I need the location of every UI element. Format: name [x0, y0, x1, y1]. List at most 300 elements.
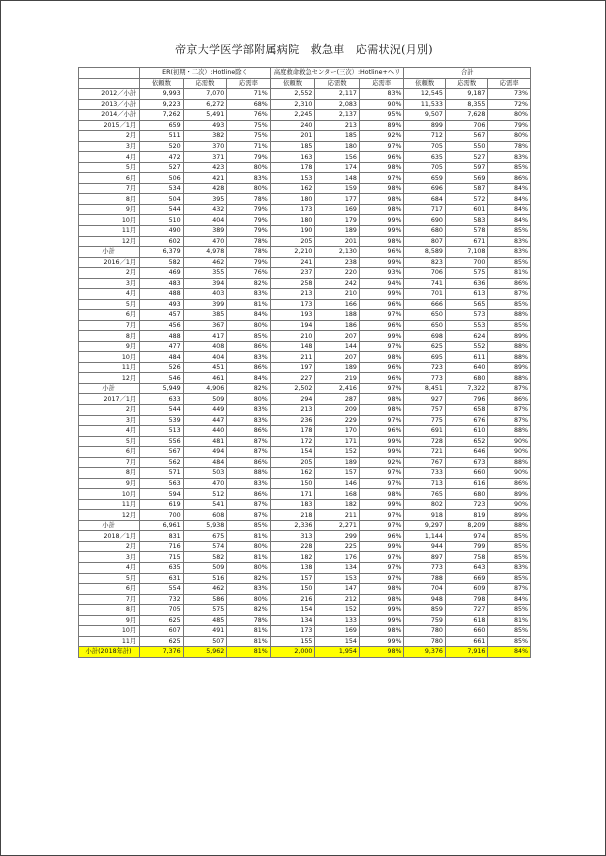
- table-row: [79, 573, 531, 584]
- er-rate: 76%: [227, 110, 271, 121]
- er-accepted: 675: [183, 531, 227, 542]
- er-accepted: 485: [183, 615, 227, 626]
- cc-rate: 96%: [359, 299, 404, 310]
- cc-requests: 2,245: [270, 110, 315, 121]
- er-accepted: 417: [183, 331, 227, 342]
- total-accepted: 819: [445, 510, 488, 521]
- row-label: 2月: [79, 131, 140, 142]
- cc-rate: 99%: [359, 289, 404, 300]
- row-label: 4月: [79, 152, 140, 163]
- total-requests: 927: [404, 394, 445, 405]
- total-rate: 87%: [488, 383, 531, 394]
- cc-rate: 98%: [359, 194, 404, 205]
- total-rate: 89%: [488, 331, 531, 342]
- cc-accepted: 1,954: [315, 647, 360, 658]
- cc-accepted: 185: [315, 131, 360, 142]
- cc-requests: 240: [270, 120, 315, 131]
- er-accepted: 440: [183, 426, 227, 437]
- cc-accepted: 2,130: [315, 247, 360, 258]
- cc-rate: 96%: [359, 247, 404, 258]
- total-accepted: 567: [445, 131, 488, 142]
- cc-accepted: 180: [315, 141, 360, 152]
- table-row: [79, 299, 531, 310]
- table-row: [79, 268, 531, 279]
- table-row: [79, 457, 531, 468]
- row-label: 2015／1月: [79, 120, 140, 131]
- cc-rate: 98%: [359, 183, 404, 194]
- total-requests: 723: [404, 362, 445, 373]
- total-requests: 765: [404, 489, 445, 500]
- table-row: [79, 426, 531, 437]
- er-accepted: 574: [183, 541, 227, 552]
- total-rate: 83%: [488, 562, 531, 573]
- er-requests: 594: [140, 489, 184, 500]
- cc-accepted: 207: [315, 352, 360, 363]
- cc-requests: 228: [270, 541, 315, 552]
- subheader-accepted: 応需数: [315, 78, 360, 89]
- er-rate: 83%: [227, 478, 271, 489]
- er-requests: 633: [140, 394, 184, 405]
- header-er: ER(初期・二次）:Hotline除く: [140, 68, 271, 79]
- table-row: [79, 352, 531, 363]
- cc-accepted: 2,083: [315, 99, 360, 110]
- total-rate: 80%: [488, 110, 531, 121]
- er-requests: 715: [140, 552, 184, 563]
- total-requests: 717: [404, 204, 445, 215]
- er-accepted: 408: [183, 341, 227, 352]
- er-requests: 544: [140, 204, 184, 215]
- total-requests: 705: [404, 141, 445, 152]
- total-accepted: 700: [445, 257, 488, 268]
- total-accepted: 572: [445, 194, 488, 205]
- table-row: [79, 594, 531, 605]
- total-rate: 90%: [488, 468, 531, 479]
- cc-requests: 163: [270, 152, 315, 163]
- table-row: [79, 204, 531, 215]
- total-accepted: 553: [445, 320, 488, 331]
- cc-rate: 97%: [359, 468, 404, 479]
- row-label: 12月: [79, 373, 140, 384]
- row-label: 7月: [79, 183, 140, 194]
- er-rate: 75%: [227, 120, 271, 131]
- table-row: [79, 152, 531, 163]
- cc-requests: 194: [270, 320, 315, 331]
- er-requests: 7,376: [140, 647, 184, 658]
- cc-rate: 98%: [359, 489, 404, 500]
- er-accepted: 404: [183, 352, 227, 363]
- row-label: 2017／1月: [79, 394, 140, 405]
- cc-rate: 98%: [359, 204, 404, 215]
- total-rate: 88%: [488, 310, 531, 321]
- total-accepted: 798: [445, 594, 488, 605]
- total-accepted: 7,322: [445, 383, 488, 394]
- total-rate: 87%: [488, 405, 531, 416]
- er-accepted: 421: [183, 173, 227, 184]
- total-rate: 79%: [488, 120, 531, 131]
- cc-rate: 89%: [359, 120, 404, 131]
- er-requests: 493: [140, 299, 184, 310]
- total-rate: 90%: [488, 499, 531, 510]
- cc-rate: 98%: [359, 584, 404, 595]
- total-requests: 759: [404, 615, 445, 626]
- row-label: 9月: [79, 341, 140, 352]
- er-rate: 83%: [227, 173, 271, 184]
- cc-requests: 205: [270, 236, 315, 247]
- er-rate: 83%: [227, 584, 271, 595]
- cc-rate: 99%: [359, 615, 404, 626]
- row-label: 5月: [79, 573, 140, 584]
- cc-rate: 96%: [359, 531, 404, 542]
- er-rate: 84%: [227, 373, 271, 384]
- table-row: [79, 373, 531, 384]
- total-requests: 733: [404, 468, 445, 479]
- cc-rate: 83%: [359, 89, 404, 100]
- row-label: 6月: [79, 447, 140, 458]
- er-accepted: 462: [183, 257, 227, 268]
- cc-rate: 98%: [359, 236, 404, 247]
- cc-accepted: 144: [315, 341, 360, 352]
- er-requests: 582: [140, 257, 184, 268]
- er-requests: 625: [140, 636, 184, 647]
- total-requests: 650: [404, 310, 445, 321]
- er-requests: 534: [140, 183, 184, 194]
- er-rate: 71%: [227, 141, 271, 152]
- subheader-requests: 依頼数: [140, 78, 184, 89]
- cc-accepted: 182: [315, 499, 360, 510]
- er-accepted: 608: [183, 510, 227, 521]
- total-requests: 704: [404, 584, 445, 595]
- er-requests: 511: [140, 131, 184, 142]
- row-label: 6月: [79, 173, 140, 184]
- er-requests: 6,379: [140, 247, 184, 258]
- total-accepted: 676: [445, 415, 488, 426]
- er-accepted: 575: [183, 605, 227, 616]
- total-requests: 897: [404, 552, 445, 563]
- row-label: 9月: [79, 615, 140, 626]
- er-rate: 71%: [227, 89, 271, 100]
- cc-accepted: 209: [315, 405, 360, 416]
- er-accepted: 447: [183, 415, 227, 426]
- table-row: [79, 141, 531, 152]
- cc-requests: 154: [270, 605, 315, 616]
- cc-requests: 182: [270, 552, 315, 563]
- total-rate: 89%: [488, 510, 531, 521]
- row-label: 2013／小計: [79, 99, 140, 110]
- er-rate: 80%: [227, 162, 271, 173]
- er-rate: 81%: [227, 636, 271, 647]
- cc-rate: 98%: [359, 394, 404, 405]
- cc-rate: 90%: [359, 99, 404, 110]
- total-rate: 85%: [488, 626, 531, 637]
- er-requests: 705: [140, 605, 184, 616]
- cc-accepted: 134: [315, 562, 360, 573]
- er-requests: 5,949: [140, 383, 184, 394]
- er-accepted: 516: [183, 573, 227, 584]
- cc-accepted: 2,137: [315, 110, 360, 121]
- total-rate: 85%: [488, 552, 531, 563]
- er-rate: 83%: [227, 352, 271, 363]
- er-rate: 80%: [227, 320, 271, 331]
- er-requests: 504: [140, 194, 184, 205]
- row-label: 7月: [79, 457, 140, 468]
- total-accepted: 723: [445, 499, 488, 510]
- total-rate: 85%: [488, 320, 531, 331]
- total-requests: 944: [404, 541, 445, 552]
- total-rate: 81%: [488, 268, 531, 279]
- cc-rate: 99%: [359, 636, 404, 647]
- cc-accepted: 225: [315, 541, 360, 552]
- total-requests: 690: [404, 215, 445, 226]
- er-accepted: 385: [183, 310, 227, 321]
- er-accepted: 503: [183, 468, 227, 479]
- row-label: 4月: [79, 289, 140, 300]
- er-rate: 85%: [227, 520, 271, 531]
- er-requests: 526: [140, 362, 184, 373]
- subheader-accepted: 応需数: [183, 78, 227, 89]
- total-requests: 9,297: [404, 520, 445, 531]
- total-requests: 11,533: [404, 99, 445, 110]
- row-label: 12月: [79, 236, 140, 247]
- table-row: [79, 225, 531, 236]
- er-accepted: 4,978: [183, 247, 227, 258]
- cc-requests: 258: [270, 278, 315, 289]
- total-requests: 695: [404, 352, 445, 363]
- cc-rate: 96%: [359, 426, 404, 437]
- cc-requests: 2,310: [270, 99, 315, 110]
- er-rate: 82%: [227, 278, 271, 289]
- cc-accepted: 2,117: [315, 89, 360, 100]
- total-accepted: 550: [445, 141, 488, 152]
- cc-accepted: 169: [315, 204, 360, 215]
- er-requests: 488: [140, 331, 184, 342]
- total-requests: 713: [404, 478, 445, 489]
- er-requests: 469: [140, 268, 184, 279]
- er-requests: 607: [140, 626, 184, 637]
- er-accepted: 5,962: [183, 647, 227, 658]
- er-accepted: 509: [183, 394, 227, 405]
- total-requests: 691: [404, 426, 445, 437]
- cc-rate: 99%: [359, 225, 404, 236]
- cc-requests: 173: [270, 626, 315, 637]
- total-requests: 701: [404, 289, 445, 300]
- subheader-requests: 依頼数: [270, 78, 315, 89]
- cc-rate: 97%: [359, 310, 404, 321]
- total-requests: 780: [404, 626, 445, 637]
- cc-accepted: 238: [315, 257, 360, 268]
- cc-rate: 94%: [359, 278, 404, 289]
- total-accepted: 8,209: [445, 520, 488, 531]
- er-accepted: 470: [183, 236, 227, 247]
- total-requests: 9,376: [404, 647, 445, 658]
- total-rate: 84%: [488, 204, 531, 215]
- cc-rate: 96%: [359, 152, 404, 163]
- er-accepted: 481: [183, 436, 227, 447]
- total-rate: 73%: [488, 89, 531, 100]
- row-label: 8月: [79, 605, 140, 616]
- total-requests: 775: [404, 415, 445, 426]
- er-accepted: 449: [183, 405, 227, 416]
- er-accepted: 462: [183, 584, 227, 595]
- total-accepted: 706: [445, 120, 488, 131]
- cc-accepted: 211: [315, 510, 360, 521]
- total-accepted: 658: [445, 405, 488, 416]
- er-rate: 87%: [227, 510, 271, 521]
- table-row: [79, 278, 531, 289]
- total-accepted: 616: [445, 478, 488, 489]
- total-accepted: 636: [445, 278, 488, 289]
- cc-accepted: 169: [315, 626, 360, 637]
- row-label: 3月: [79, 552, 140, 563]
- cc-requests: 148: [270, 341, 315, 352]
- cc-rate: 92%: [359, 457, 404, 468]
- er-accepted: 382: [183, 131, 227, 142]
- cc-rate: 98%: [359, 405, 404, 416]
- cc-accepted: 152: [315, 447, 360, 458]
- header-critical-care: 高度救命救急センター(三次）:Hotline+ヘリ: [270, 68, 404, 79]
- er-accepted: 5,938: [183, 520, 227, 531]
- table-row: [79, 162, 531, 173]
- row-label: 11月: [79, 362, 140, 373]
- row-label: 8月: [79, 194, 140, 205]
- total-accepted: 680: [445, 373, 488, 384]
- total-rate: 87%: [488, 584, 531, 595]
- row-label: 7月: [79, 594, 140, 605]
- total-rate: 85%: [488, 531, 531, 542]
- cc-requests: 213: [270, 405, 315, 416]
- er-accepted: 470: [183, 478, 227, 489]
- cc-requests: 153: [270, 173, 315, 184]
- table-row: [79, 552, 531, 563]
- cc-accepted: 133: [315, 615, 360, 626]
- er-accepted: 432: [183, 204, 227, 215]
- total-requests: 12,545: [404, 89, 445, 100]
- cc-requests: 2,336: [270, 520, 315, 531]
- total-requests: 659: [404, 173, 445, 184]
- er-rate: 80%: [227, 183, 271, 194]
- header-group-row: [79, 68, 531, 79]
- cc-accepted: 147: [315, 584, 360, 595]
- cc-requests: 180: [270, 215, 315, 226]
- row-label: 12月: [79, 510, 140, 521]
- er-requests: 562: [140, 457, 184, 468]
- er-rate: 86%: [227, 426, 271, 437]
- er-rate: 81%: [227, 647, 271, 658]
- total-accepted: 660: [445, 468, 488, 479]
- subheader-rate: 応需率: [359, 78, 404, 89]
- total-accepted: 640: [445, 362, 488, 373]
- er-rate: 82%: [227, 605, 271, 616]
- er-requests: 659: [140, 120, 184, 131]
- table-row: [79, 562, 531, 573]
- table-row: [79, 468, 531, 479]
- total-requests: 802: [404, 499, 445, 510]
- table-row: [79, 131, 531, 142]
- total-requests: 757: [404, 405, 445, 416]
- total-rate: 88%: [488, 457, 531, 468]
- er-requests: 483: [140, 278, 184, 289]
- subtotal-row: [79, 110, 531, 121]
- cc-rate: 96%: [359, 320, 404, 331]
- table-row: [79, 320, 531, 331]
- cc-rate: 99%: [359, 215, 404, 226]
- cc-accepted: 186: [315, 320, 360, 331]
- er-rate: 79%: [227, 152, 271, 163]
- row-label: 3月: [79, 278, 140, 289]
- row-label: 2月: [79, 268, 140, 279]
- cc-accepted: 179: [315, 215, 360, 226]
- table-row: [79, 173, 531, 184]
- row-label: 7月: [79, 320, 140, 331]
- er-rate: 84%: [227, 310, 271, 321]
- cc-rate: 99%: [359, 257, 404, 268]
- er-accepted: 399: [183, 299, 227, 310]
- cc-requests: 2,000: [270, 647, 315, 658]
- total-rate: 88%: [488, 426, 531, 437]
- table-row: [79, 310, 531, 321]
- cc-requests: 205: [270, 457, 315, 468]
- cc-requests: 173: [270, 204, 315, 215]
- cc-accepted: 242: [315, 278, 360, 289]
- row-label: 小計(2018年計): [79, 647, 140, 658]
- row-label: 5月: [79, 162, 140, 173]
- er-accepted: 484: [183, 457, 227, 468]
- cc-accepted: 154: [315, 636, 360, 647]
- er-accepted: 493: [183, 120, 227, 131]
- er-requests: 9,223: [140, 99, 184, 110]
- table-row: [79, 215, 531, 226]
- cc-requests: 173: [270, 299, 315, 310]
- er-rate: 81%: [227, 626, 271, 637]
- cc-rate: 99%: [359, 499, 404, 510]
- er-rate: 75%: [227, 131, 271, 142]
- er-accepted: 370: [183, 141, 227, 152]
- total-rate: 72%: [488, 99, 531, 110]
- cc-accepted: 287: [315, 394, 360, 405]
- er-accepted: 451: [183, 362, 227, 373]
- er-requests: 7,262: [140, 110, 184, 121]
- cc-requests: 183: [270, 499, 315, 510]
- cc-requests: 227: [270, 373, 315, 384]
- er-rate: 88%: [227, 468, 271, 479]
- cc-requests: 185: [270, 141, 315, 152]
- cc-rate: 99%: [359, 436, 404, 447]
- subtotal-row: [79, 520, 531, 531]
- er-requests: 456: [140, 320, 184, 331]
- cc-rate: 95%: [359, 110, 404, 121]
- cc-accepted: 207: [315, 331, 360, 342]
- total-rate: 90%: [488, 436, 531, 447]
- er-requests: 544: [140, 405, 184, 416]
- total-rate: 88%: [488, 373, 531, 384]
- er-rate: 86%: [227, 457, 271, 468]
- total-accepted: 727: [445, 605, 488, 616]
- er-requests: 457: [140, 310, 184, 321]
- er-rate: 81%: [227, 552, 271, 563]
- er-requests: 490: [140, 225, 184, 236]
- page-title: 帝京大学医学部附属病院 救急車 応需状況(月別): [175, 43, 433, 56]
- table-row: [79, 489, 531, 500]
- er-rate: 86%: [227, 341, 271, 352]
- cc-requests: 213: [270, 289, 315, 300]
- cc-requests: 218: [270, 510, 315, 521]
- er-accepted: 423: [183, 162, 227, 173]
- cc-rate: 93%: [359, 268, 404, 279]
- er-accepted: 494: [183, 447, 227, 458]
- total-rate: 89%: [488, 489, 531, 500]
- total-accepted: 660: [445, 626, 488, 637]
- total-requests: 728: [404, 436, 445, 447]
- total-accepted: 618: [445, 615, 488, 626]
